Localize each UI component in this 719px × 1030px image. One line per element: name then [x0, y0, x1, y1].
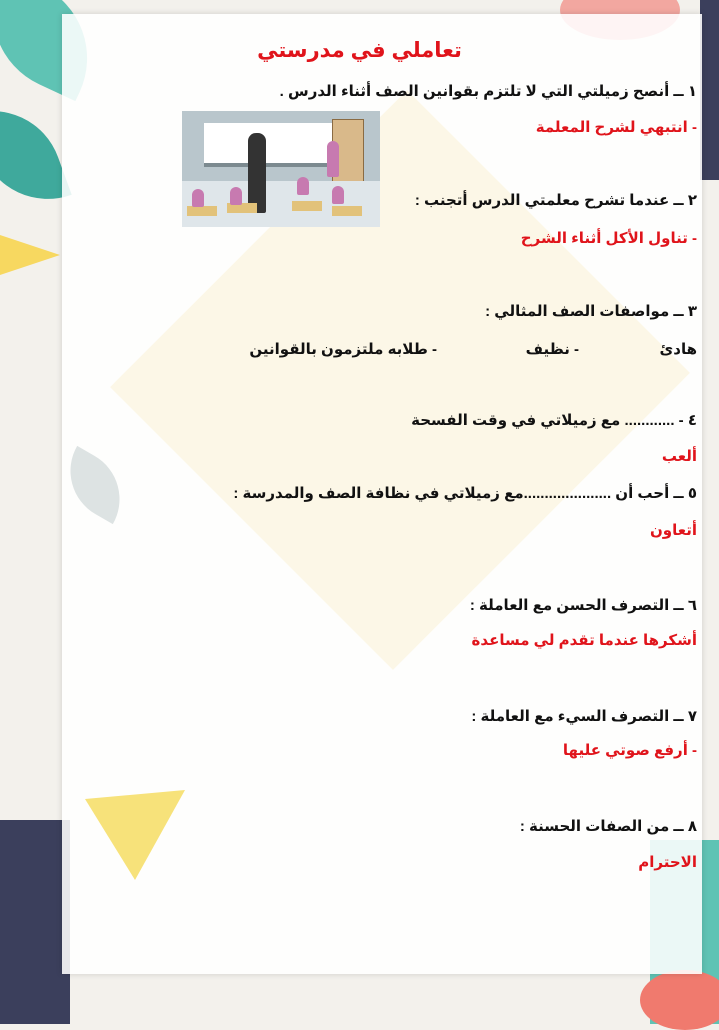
answer-1: - انتبهي لشرح المعلمة	[535, 119, 697, 136]
classroom-illustration	[182, 111, 380, 227]
question-3: ٣ ــ مواصفات الصف المثالي :	[485, 303, 697, 320]
leaf-decoration-yellow-left	[0, 235, 60, 275]
question-2: ٢ ــ عندما تشرح معلمتي الدرس أتجنب :	[414, 192, 697, 209]
leaf-decoration-bottom-left	[0, 820, 70, 1024]
answer-3-item: - نظيف	[525, 341, 579, 358]
answer-6: أشكرها عندما تقدم لي مساعدة	[471, 632, 697, 649]
answer-4: ألعب	[661, 448, 697, 465]
answer-5: أتعاون	[650, 522, 697, 539]
question-7: ٧ ــ التصرف السيء مع العاملة :	[471, 708, 697, 725]
question-5: ٥ ــ أحب أن .....................مع زميلاتي في نظافة الصف والمدرسة :	[233, 485, 697, 502]
question-1: ١ ــ أنصح زميلتي التي لا تلتزم بقوانين الصف أثناء الدرس .	[279, 83, 697, 100]
leaf-decoration-left	[0, 91, 72, 218]
question-6: ٦ ــ التصرف الحسن مع العاملة :	[469, 597, 697, 614]
answer-3-item: - طلابه ملتزمون بالقوانين	[249, 341, 437, 358]
answer-3-items	[250, 340, 697, 360]
question-4: ٤ - ............ مع زميلاتي في وقت الفسحة	[411, 412, 697, 429]
answer-8: الاحترام	[638, 854, 697, 871]
answer-3-item: هادئ	[659, 341, 697, 358]
answer-7: - أرفع صوتي عليها	[562, 742, 697, 759]
answer-2: - تناول الأكل أثناء الشرح	[520, 230, 697, 247]
page-title: تعاملي في مدرستي	[257, 39, 462, 62]
leaf-decoration-right-dark	[700, 0, 719, 180]
question-8: ٨ ــ من الصفات الحسنة :	[519, 818, 697, 835]
